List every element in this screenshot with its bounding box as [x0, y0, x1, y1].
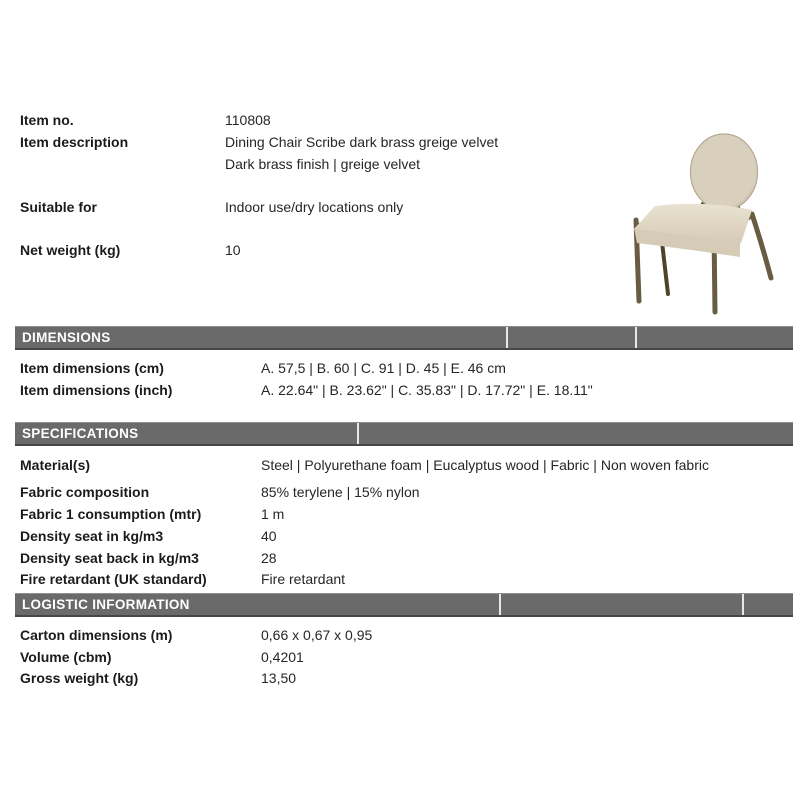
spec-row-density-seat-back [0, 549, 800, 567]
spec-row-density-seat [0, 527, 800, 545]
logistics-row-gross-weight [0, 669, 800, 687]
section-header-specifications [15, 422, 793, 446]
field-value: Dark brass finish | greige velvet [225, 156, 421, 172]
spec-row-fabric-composition [0, 483, 800, 501]
section-title: DIMENSIONS [22, 330, 111, 345]
field-label: Density seat back in kg/m3 [20, 550, 199, 566]
field-value: 28 [261, 550, 277, 566]
field-value: 110808 [225, 112, 271, 128]
section-title: SPECIFICATIONS [22, 426, 139, 441]
spec-row-materials [0, 456, 800, 474]
field-label: Density seat in kg/m3 [20, 528, 164, 544]
dimensions-row-cm [0, 359, 800, 377]
field-label: Item dimensions (inch) [20, 382, 173, 398]
product-photo-chair-image [612, 116, 792, 316]
section-title: LOGISTIC INFORMATION [22, 597, 190, 612]
section-header-logistics [15, 593, 793, 617]
field-value: 1 m [261, 506, 285, 522]
field-value: A. 57,5 | B. 60 | C. 91 | D. 45 | E. 46 cm [261, 360, 506, 376]
logistics-row-carton-dimensions [0, 626, 800, 644]
field-label: Carton dimensions (m) [20, 627, 173, 643]
spec-row-fabric-consumption [0, 505, 800, 523]
spec-row-fire-retardant [0, 570, 800, 588]
field-value: 0,4201 [261, 649, 304, 665]
field-label: Item description [20, 134, 129, 150]
field-label: Item no. [20, 112, 74, 128]
bar-cell-separator [506, 327, 508, 348]
chair-back-right-leg [752, 214, 771, 278]
field-label: Gross weight (kg) [20, 670, 139, 686]
field-label: Fabric composition [20, 484, 150, 500]
field-value: Fire retardant [261, 571, 346, 587]
field-label: Item dimensions (cm) [20, 360, 164, 376]
field-value: 10 [225, 242, 241, 258]
bar-cell-separator [357, 423, 359, 444]
bar-cell-separator [742, 594, 744, 615]
bar-cell-separator [635, 327, 637, 348]
dimensions-row-inch [0, 381, 800, 399]
field-label: Material(s) [20, 457, 91, 473]
chair-back-cushion [691, 134, 758, 210]
bar-cell-separator [499, 594, 501, 615]
field-label: Fire retardant (UK standard) [20, 571, 207, 587]
field-label: Fabric 1 consumption (mtr) [20, 506, 202, 522]
field-value: Dining Chair Scribe dark brass greige velvet [225, 134, 499, 150]
section-header-dimensions [15, 326, 793, 350]
logistics-row-volume [0, 648, 800, 666]
field-value: Steel | Polyurethane foam | Eucalyptus wood | Fabric | Non woven fabric [261, 457, 709, 473]
field-value: 85% terylene | 15% nylon [261, 484, 420, 500]
field-value: 0,66 x 0,67 x 0,95 [261, 627, 373, 643]
field-value: 13,50 [261, 670, 297, 686]
field-label: Volume (cbm) [20, 649, 112, 665]
field-label: Suitable for [20, 199, 98, 215]
field-value: A. 22.64" | B. 23.62" | C. 35.83" | D. 17.72" | E. 18.11" [261, 382, 593, 398]
field-value: Indoor use/dry locations only [225, 199, 404, 215]
field-label: Net weight (kg) [20, 242, 121, 258]
field-value: 40 [261, 528, 277, 544]
